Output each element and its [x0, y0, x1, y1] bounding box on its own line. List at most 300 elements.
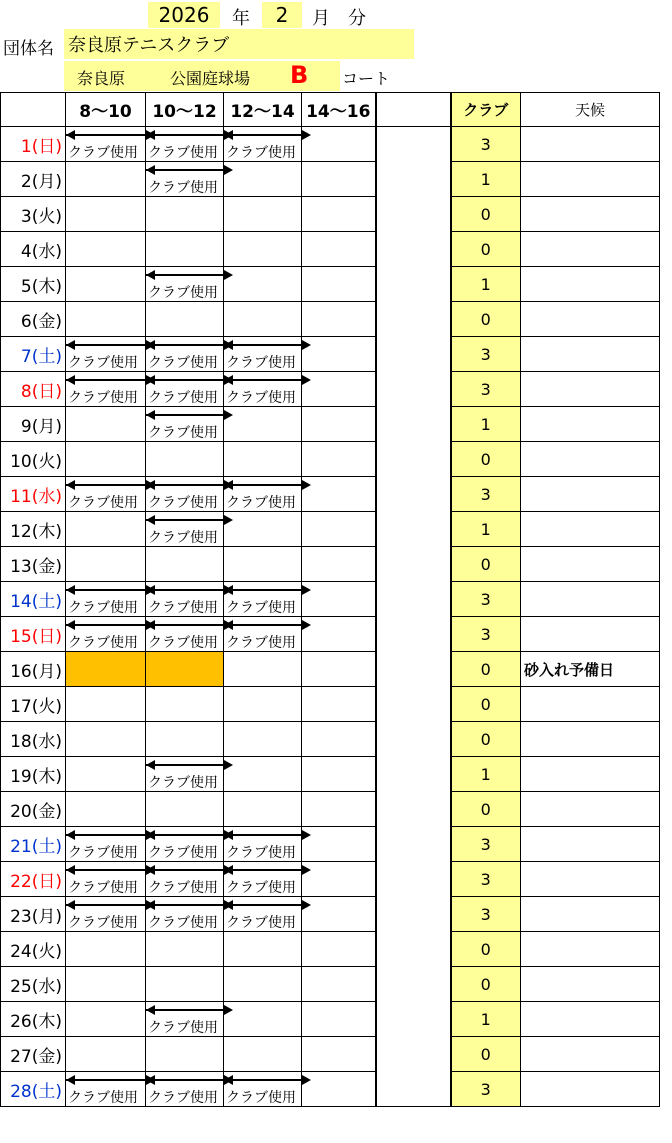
- club-use-label: クラブ使用: [148, 635, 218, 651]
- club-count: 0: [451, 547, 521, 582]
- time-slot-cell[interactable]: [66, 967, 146, 1002]
- weather-cell[interactable]: [521, 862, 660, 897]
- time-slot-cell[interactable]: [66, 477, 146, 512]
- day-label: 17(火): [1, 687, 66, 722]
- club-use-label: クラブ使用: [148, 285, 218, 301]
- time-slot-cell[interactable]: [66, 582, 146, 617]
- club-use-marker: [224, 372, 301, 406]
- spacer-cell: [376, 162, 451, 197]
- weather-cell[interactable]: [521, 547, 660, 582]
- weather-cell[interactable]: [521, 792, 660, 827]
- schedule-table: [0, 92, 660, 1107]
- time-slot-cell[interactable]: [302, 442, 376, 477]
- spacer-cell: [376, 442, 451, 477]
- weather-cell[interactable]: [521, 827, 660, 862]
- double-arrow-icon: [224, 869, 307, 871]
- time-slot-cell[interactable]: [66, 1072, 146, 1107]
- day-row: [1, 862, 660, 897]
- time-slot-cell[interactable]: [146, 1072, 224, 1107]
- time-slot-cell[interactable]: [146, 1037, 224, 1072]
- time-slot-cell[interactable]: [302, 477, 376, 512]
- club-use-label: クラブ使用: [68, 390, 138, 406]
- time-slot-cell[interactable]: [224, 372, 302, 407]
- double-arrow-icon: [146, 1009, 229, 1011]
- club-use-label: クラブ使用: [148, 1090, 218, 1106]
- club-use-marker: [146, 862, 223, 896]
- time-slot-cell[interactable]: [224, 862, 302, 897]
- time-slot-cell[interactable]: [302, 302, 376, 337]
- weather-cell[interactable]: [521, 722, 660, 757]
- club-use-marker: [224, 617, 301, 651]
- double-arrow-icon: [224, 379, 307, 381]
- day-label: 8(日): [1, 372, 66, 407]
- club-use-label: クラブ使用: [148, 355, 218, 371]
- spacer-cell: [376, 267, 451, 302]
- club-use-label: クラブ使用: [226, 1090, 296, 1106]
- weather-cell[interactable]: [521, 197, 660, 232]
- time-slot-cell[interactable]: [66, 127, 146, 162]
- month-value: 2: [262, 2, 302, 28]
- club-count: 3: [451, 337, 521, 372]
- club-use-marker: [66, 862, 145, 896]
- time-slot-cell[interactable]: [66, 512, 146, 547]
- club-use-label: クラブ使用: [68, 845, 138, 861]
- club-use-label: クラブ使用: [226, 635, 296, 651]
- club-count: 0: [451, 722, 521, 757]
- time-slot-cell[interactable]: [302, 897, 376, 932]
- club-count: 3: [451, 127, 521, 162]
- day-label: 28(土): [1, 1072, 66, 1107]
- day-row: [1, 162, 660, 197]
- weather-cell[interactable]: [521, 897, 660, 932]
- time-slot-cell[interactable]: [224, 302, 302, 337]
- double-arrow-icon: [224, 589, 307, 591]
- club-use-marker: [146, 337, 223, 371]
- time-slot-cell[interactable]: [66, 407, 146, 442]
- spacer-cell: [376, 407, 451, 442]
- double-arrow-icon: [66, 344, 151, 346]
- time-slot-cell[interactable]: [224, 652, 302, 687]
- time-slot-cell[interactable]: [146, 127, 224, 162]
- weather-cell[interactable]: [521, 477, 660, 512]
- time-slot-cell[interactable]: [224, 127, 302, 162]
- weather-cell[interactable]: [521, 162, 660, 197]
- spacer-cell: [376, 197, 451, 232]
- time-slot-cell[interactable]: [224, 547, 302, 582]
- time-slot-cell[interactable]: [146, 197, 224, 232]
- time-slot-cell[interactable]: [66, 897, 146, 932]
- time-slot-cell[interactable]: [146, 897, 224, 932]
- day-label: 3(火): [1, 197, 66, 232]
- day-label: 22(日): [1, 862, 66, 897]
- club-use-marker: [224, 897, 301, 931]
- time-slot-cell[interactable]: [224, 687, 302, 722]
- spacer-cell: [376, 232, 451, 267]
- time-slot-cell[interactable]: [146, 757, 224, 792]
- time-slot-cell[interactable]: [146, 617, 224, 652]
- day-row: [1, 1072, 660, 1107]
- day-row: [1, 687, 660, 722]
- weather-cell[interactable]: [521, 232, 660, 267]
- day-row: [1, 197, 660, 232]
- club-count: 1: [451, 162, 521, 197]
- club-use-marker: [146, 617, 223, 651]
- spacer-cell: [376, 302, 451, 337]
- header-weather: 天候: [521, 93, 660, 127]
- time-slot-cell[interactable]: [146, 862, 224, 897]
- club-use-label: クラブ使用: [148, 145, 218, 161]
- weather-cell[interactable]: [521, 582, 660, 617]
- club-count: 1: [451, 757, 521, 792]
- club-use-label: クラブ使用: [226, 600, 296, 616]
- weather-cell[interactable]: [521, 757, 660, 792]
- weather-cell[interactable]: [521, 932, 660, 967]
- club-use-label: クラブ使用: [68, 600, 138, 616]
- day-label: 1(日): [1, 127, 66, 162]
- weather-cell[interactable]: [521, 687, 660, 722]
- time-slot-cell[interactable]: [146, 442, 224, 477]
- club-use-label: クラブ使用: [226, 915, 296, 931]
- weather-cell[interactable]: [521, 127, 660, 162]
- day-row: [1, 442, 660, 477]
- day-label: 26(木): [1, 1002, 66, 1037]
- spacer-cell: [376, 687, 451, 722]
- weather-cell[interactable]: [521, 967, 660, 1002]
- time-slot-cell[interactable]: [66, 722, 146, 757]
- time-slot-cell[interactable]: [224, 197, 302, 232]
- time-slot-cell[interactable]: [66, 372, 146, 407]
- time-slot-cell[interactable]: [146, 162, 224, 197]
- day-row: [1, 512, 660, 547]
- time-slot-cell[interactable]: [146, 687, 224, 722]
- day-row: [1, 897, 660, 932]
- day-label: 14(土): [1, 582, 66, 617]
- double-arrow-icon: [146, 1079, 229, 1081]
- club-use-marker: [146, 1002, 223, 1036]
- time-slot-cell[interactable]: [66, 932, 146, 967]
- day-row: [1, 407, 660, 442]
- time-slot-cell[interactable]: [146, 1002, 224, 1037]
- time-slot-cell[interactable]: [146, 652, 224, 687]
- time-slot-cell[interactable]: [224, 1002, 302, 1037]
- time-slot-cell[interactable]: [302, 127, 376, 162]
- time-slot-cell[interactable]: [146, 932, 224, 967]
- spacer-cell: [376, 617, 451, 652]
- club-use-marker: [224, 862, 301, 896]
- weather-cell[interactable]: 砂入れ予備日: [521, 652, 660, 687]
- time-slot-cell[interactable]: [146, 722, 224, 757]
- club-use-label: クラブ使用: [148, 775, 218, 791]
- club-use-label: クラブ使用: [226, 355, 296, 371]
- club-use-marker: [146, 827, 223, 861]
- club-use-marker: [66, 477, 145, 511]
- time-slot-cell[interactable]: [146, 267, 224, 302]
- club-count: 0: [451, 302, 521, 337]
- spacer-cell: [376, 757, 451, 792]
- club-count: 3: [451, 862, 521, 897]
- time-slot-cell[interactable]: [146, 792, 224, 827]
- club-use-marker: [146, 512, 223, 546]
- day-label: 2(月): [1, 162, 66, 197]
- weather-cell[interactable]: [521, 1072, 660, 1107]
- time-slot-cell[interactable]: [224, 1072, 302, 1107]
- double-arrow-icon: [146, 624, 229, 626]
- weather-cell[interactable]: [521, 1037, 660, 1072]
- day-row: [1, 127, 660, 162]
- time-slot-cell[interactable]: [302, 197, 376, 232]
- spacer-cell: [376, 477, 451, 512]
- time-slot-cell[interactable]: [224, 407, 302, 442]
- time-slot-cell[interactable]: [66, 442, 146, 477]
- time-slot-cell[interactable]: [66, 757, 146, 792]
- time-slot-cell[interactable]: [302, 407, 376, 442]
- spacer-cell: [376, 512, 451, 547]
- time-slot-cell[interactable]: [146, 512, 224, 547]
- time-slot-cell[interactable]: [66, 617, 146, 652]
- day-label: 24(火): [1, 932, 66, 967]
- spacer-cell: [376, 652, 451, 687]
- club-count: 0: [451, 687, 521, 722]
- club-use-label: クラブ使用: [68, 880, 138, 896]
- double-arrow-icon: [66, 379, 151, 381]
- club-use-label: クラブ使用: [148, 495, 218, 511]
- double-arrow-icon: [146, 134, 229, 136]
- time-slot-cell[interactable]: [302, 792, 376, 827]
- club-use-marker: [224, 337, 301, 371]
- time-slot-cell[interactable]: [302, 617, 376, 652]
- time-slot-cell[interactable]: [302, 372, 376, 407]
- time-slot-cell[interactable]: [302, 582, 376, 617]
- spacer-cell: [376, 827, 451, 862]
- time-slot-cell[interactable]: [302, 687, 376, 722]
- club-count: 0: [451, 232, 521, 267]
- day-row: [1, 757, 660, 792]
- day-row: [1, 967, 660, 1002]
- time-slot-cell[interactable]: [146, 547, 224, 582]
- time-slot-cell[interactable]: [224, 442, 302, 477]
- time-slot-cell[interactable]: [224, 932, 302, 967]
- day-row: [1, 1037, 660, 1072]
- time-slot-cell[interactable]: [224, 617, 302, 652]
- time-slot-cell[interactable]: [302, 827, 376, 862]
- day-label: 10(火): [1, 442, 66, 477]
- venue-place: 公園庭球場: [170, 69, 251, 88]
- day-label: 5(木): [1, 267, 66, 302]
- time-slot-cell[interactable]: [302, 512, 376, 547]
- double-arrow-icon: [66, 624, 151, 626]
- header-slot-8-10: 8～10: [66, 93, 146, 127]
- time-slot-cell[interactable]: [146, 582, 224, 617]
- time-slot-cell[interactable]: [146, 372, 224, 407]
- time-slot-cell[interactable]: [146, 407, 224, 442]
- double-arrow-icon: [66, 1079, 151, 1081]
- double-arrow-icon: [224, 1079, 307, 1081]
- double-arrow-icon: [66, 484, 151, 486]
- day-label: 20(金): [1, 792, 66, 827]
- time-slot-cell[interactable]: [146, 337, 224, 372]
- time-slot-cell[interactable]: [66, 302, 146, 337]
- time-slot-cell[interactable]: [66, 232, 146, 267]
- time-slot-cell[interactable]: [224, 827, 302, 862]
- time-slot-cell[interactable]: [224, 512, 302, 547]
- time-slot-cell[interactable]: [302, 967, 376, 1002]
- day-label: 19(木): [1, 757, 66, 792]
- time-slot-cell[interactable]: [66, 267, 146, 302]
- spacer-cell: [376, 127, 451, 162]
- day-label: 25(水): [1, 967, 66, 1002]
- club-use-label: クラブ使用: [148, 530, 218, 546]
- club-use-marker: [224, 477, 301, 511]
- time-slot-cell[interactable]: [224, 337, 302, 372]
- club-use-label: クラブ使用: [68, 1090, 138, 1106]
- day-row: [1, 1002, 660, 1037]
- weather-cell[interactable]: [521, 337, 660, 372]
- time-slot-cell[interactable]: [302, 1072, 376, 1107]
- time-slot-cell[interactable]: [66, 162, 146, 197]
- time-slot-cell[interactable]: [302, 932, 376, 967]
- time-slot-cell[interactable]: [224, 897, 302, 932]
- time-slot-cell[interactable]: [224, 477, 302, 512]
- club-use-label: クラブ使用: [148, 1020, 218, 1036]
- club-use-marker: [224, 582, 301, 616]
- double-arrow-icon: [66, 869, 151, 871]
- day-label: 16(月): [1, 652, 66, 687]
- weather-cell[interactable]: [521, 442, 660, 477]
- time-slot-cell[interactable]: [146, 477, 224, 512]
- club-count: 1: [451, 1002, 521, 1037]
- spacer-cell: [376, 932, 451, 967]
- club-count: 3: [451, 1072, 521, 1107]
- weather-cell[interactable]: [521, 302, 660, 337]
- club-use-marker: [146, 407, 223, 441]
- weather-cell[interactable]: [521, 617, 660, 652]
- time-slot-cell[interactable]: [224, 1037, 302, 1072]
- double-arrow-icon: [224, 624, 307, 626]
- club-count: 0: [451, 932, 521, 967]
- double-arrow-icon: [146, 764, 229, 766]
- day-row: [1, 232, 660, 267]
- club-use-marker: [66, 127, 145, 161]
- time-slot-cell[interactable]: [66, 1002, 146, 1037]
- time-slot-cell[interactable]: [66, 862, 146, 897]
- double-arrow-icon: [224, 834, 307, 836]
- spacer-cell: [376, 337, 451, 372]
- club-use-label: クラブ使用: [68, 145, 138, 161]
- day-label: 13(金): [1, 547, 66, 582]
- day-row: [1, 547, 660, 582]
- day-row: [1, 372, 660, 407]
- header-day: [1, 93, 66, 127]
- time-slot-cell[interactable]: [224, 232, 302, 267]
- club-use-marker: [146, 897, 223, 931]
- club-count: 3: [451, 582, 521, 617]
- time-slot-cell[interactable]: [224, 722, 302, 757]
- time-slot-cell[interactable]: [302, 162, 376, 197]
- club-use-label: クラブ使用: [148, 180, 218, 196]
- club-use-label: クラブ使用: [148, 880, 218, 896]
- weather-cell[interactable]: [521, 512, 660, 547]
- time-slot-cell[interactable]: [224, 582, 302, 617]
- time-slot-cell[interactable]: [66, 827, 146, 862]
- period-unit: 分: [348, 8, 366, 29]
- spacer-cell: [376, 722, 451, 757]
- day-label: 9(月): [1, 407, 66, 442]
- time-slot-cell[interactable]: [224, 162, 302, 197]
- court-letter: B: [290, 61, 309, 89]
- club-use-marker: [66, 897, 145, 931]
- spacer-cell: [376, 1072, 451, 1107]
- day-row: [1, 792, 660, 827]
- club-use-label: クラブ使用: [68, 355, 138, 371]
- time-slot-cell[interactable]: [224, 267, 302, 302]
- time-slot-cell[interactable]: [302, 232, 376, 267]
- day-label: 4(水): [1, 232, 66, 267]
- club-count: 1: [451, 512, 521, 547]
- club-count: 0: [451, 1037, 521, 1072]
- time-slot-cell[interactable]: [66, 687, 146, 722]
- weather-cell[interactable]: [521, 407, 660, 442]
- time-slot-cell[interactable]: [146, 232, 224, 267]
- time-slot-cell[interactable]: [302, 757, 376, 792]
- double-arrow-icon: [146, 379, 229, 381]
- court-unit: コート: [342, 69, 391, 88]
- time-slot-cell[interactable]: [224, 967, 302, 1002]
- day-label: 21(土): [1, 827, 66, 862]
- weather-cell[interactable]: [521, 267, 660, 302]
- time-slot-cell[interactable]: [66, 652, 146, 687]
- day-label: 6(金): [1, 302, 66, 337]
- time-slot-cell[interactable]: [66, 792, 146, 827]
- day-label: 18(水): [1, 722, 66, 757]
- time-slot-cell[interactable]: [146, 827, 224, 862]
- double-arrow-icon: [224, 134, 307, 136]
- club-use-marker: [224, 827, 301, 861]
- club-use-label: クラブ使用: [148, 390, 218, 406]
- club-use-marker: [66, 827, 145, 861]
- club-use-marker: [224, 1072, 301, 1106]
- time-slot-cell[interactable]: [302, 722, 376, 757]
- time-slot-cell[interactable]: [66, 547, 146, 582]
- double-arrow-icon: [146, 169, 229, 171]
- double-arrow-icon: [146, 274, 229, 276]
- day-row: [1, 477, 660, 512]
- time-slot-cell[interactable]: [302, 267, 376, 302]
- time-slot-cell[interactable]: [224, 792, 302, 827]
- time-slot-cell[interactable]: [302, 1037, 376, 1072]
- club-count: 1: [451, 267, 521, 302]
- club-use-marker: [66, 617, 145, 651]
- day-label: 15(日): [1, 617, 66, 652]
- time-slot-cell[interactable]: [66, 197, 146, 232]
- time-slot-cell[interactable]: [302, 547, 376, 582]
- time-slot-cell[interactable]: [146, 967, 224, 1002]
- time-slot-cell[interactable]: [66, 1037, 146, 1072]
- weather-cell[interactable]: [521, 372, 660, 407]
- time-slot-cell[interactable]: [302, 1002, 376, 1037]
- double-arrow-icon: [146, 414, 229, 416]
- org-label: 団体名: [3, 39, 54, 59]
- time-slot-cell[interactable]: [302, 862, 376, 897]
- spacer-cell: [376, 582, 451, 617]
- club-use-label: クラブ使用: [148, 600, 218, 616]
- time-slot-cell[interactable]: [302, 652, 376, 687]
- time-slot-cell[interactable]: [224, 757, 302, 792]
- time-slot-cell[interactable]: [146, 302, 224, 337]
- weather-cell[interactable]: [521, 1002, 660, 1037]
- time-slot-cell[interactable]: [66, 337, 146, 372]
- time-slot-cell[interactable]: [302, 337, 376, 372]
- year-value: 2026: [148, 2, 220, 28]
